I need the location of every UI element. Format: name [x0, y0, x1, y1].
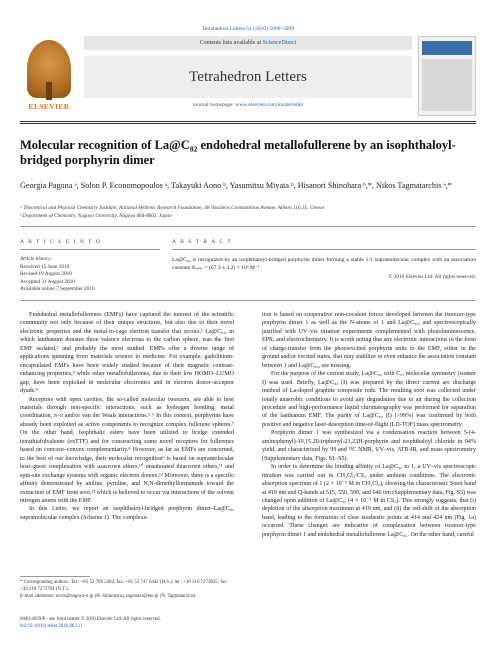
abstract-text: La@C₈₂ is recognized by an isophthaloyl-bridged porphyrin dimer forming a stable 1:1 supramolecular complex with an association constant Kₐₛₛₒ = (67.3 ± 3.2) × 10³ M⁻¹. — [172, 257, 476, 271]
contents-bar — [84, 36, 412, 50]
header-rule — [20, 121, 476, 122]
body-paragraph: Porphyrin dimer 1 was synthesized via a condensation reaction between 5-(4-aminophenyl)-10,15,20-triphenyl-21,23H-porphyrin and isophthaloyl chloride in 94% yield, and characterized by ¹H and ¹³C NMR, UV–vis, ATR-IR, and mass spectrometry (Supplementary data, Figs. S1–S5). — [262, 430, 476, 462]
body-paragraph: tion is based on cooperative non-covalent forces developed between the tweezer-type porphyrin dimer 1 as well as the N-atoms of 1 and La@C₈₂, and spectroscopically justified with UV–vis titration experiments complemented with photoluminescence, EPR, and electrochemistry. It is worth noting that any electronic interactions in the form of charge-transfer from the photoexcited porphyrin units to the EMF, either in the ground and/or excited states, that may stabilize or even enhance the association constant between 1 and La@C₈₂, are missing. — [262, 312, 476, 369]
body-paragraph: Receptors with open cavities, the so-called molecular tweezers, are able to host materials through non-specific interactions, such as hydrogen bonding, metal coordination, π–π and/or van der Waals interactions.⁵˒⁶ In this context, porphyrins have already been exploited as active components to recognize complex fullerene spheres.⁷ On the other hand, isophthalic esters have been utilized to bridge extended tetrathiafulvalenes (exTTF) and for constructing some novel receptors for fullerenes based on concave–convex complementarity.⁸ However, as far as EMFs are concerned, to the best of our knowledge, their molecular recognition⁹ is based on supramolecular host–guest complexation with azacrown ethers,¹⁰ unsaturated thiacrown ethers,¹¹ and spin-site exchange systems with organic electron donors.¹² Moreover, there is a specific affinity demonstrated by aniline, pyridine, and N,N-dimethylformamide toward the extraction of EMF from soot,¹³ which is believed to occur via interactions of the solvent nitrogen atoms with the EMF. — [20, 396, 234, 504]
history-label: Article history: — [20, 256, 53, 262]
article-title: Molecular recognition of La@C₈₂ endohedral metallofullerene by an isophthaloyl-bridged porphyrin dimer — [20, 138, 456, 167]
history-revised: Revised 19 August 2010 — [20, 271, 72, 278]
elsevier-logo[interactable] — [20, 36, 78, 116]
article-info-rule — [20, 249, 160, 250]
homepage-prefix: journal homepage: — [192, 102, 236, 108]
footnote-corresponding: * Corresponding authors. Tel.: +81 52 789 2482; fax: +81 52 747 6442 (H.S.); tel.: +30 210 7273835; fax: +30 210 7273794 (N.T.). — [20, 580, 228, 592]
masthead-center — [84, 36, 412, 116]
journal-cover-thumbnail[interactable] — [418, 36, 476, 116]
history-accepted: Accepted 31 August 2010 — [20, 278, 75, 285]
history-received: Received 15 June 2010 — [20, 263, 70, 270]
sciencedirect-link[interactable]: ScienceDirect — [262, 40, 297, 46]
footnotes — [20, 580, 234, 600]
journal-citation[interactable]: Tetrahedron Letters 51 (2010) 5896–5899 — [201, 26, 295, 32]
affiliation-b: ᵇ Department of Chemistry, Nagoya University, Nagoya 464-8602, Japan — [20, 212, 172, 219]
body-paragraph: In order to determine the binding affinity of La@C₈₂ to 1, a UV–vis spectroscopic titration was carried out in CH₂Cl₂/CS₂ under ambient conditions. The electronic absorption spectrum of 1 (2 × 10⁻⁶ M in CH₂Cl₂), showing the characteristic Soret band at 419 nm and Q-bands at 515, 550, 590, and 646 nm (Supplementary data, Fig. S3) was changed upon addition of La@C₈₂ (4 × 10⁻⁵ M in CS₂). This strongly suggests, that (i) depletion of the absorption maximum at 419 nm, and (ii) the red-shift of the absorption band, leading to the formation of clear isosbestic points at 414 and 424 nm (Fig. 1a) occurred. These changes are indicative of complexation between tweezer-type porphyrin dimer 1 and endohedral metallofullerene La@C₈₂. On the other hand, careful — [262, 464, 476, 538]
abstract-copyright: © 2010 Elsevier Ltd. All rights reserved. — [388, 274, 476, 280]
affiliation-a: ᵃ Theoretical and Physical Chemistry Institute, National Hellenic Research Foundation, 48 Vassileos Constantinou Avenue, Athens 116 35, Greece — [20, 205, 325, 211]
body-paragraph: In this Letter, we report an isophthaloyl-bridged porphyrin dimer–La@C₈₂ supramolecular complex (Scheme 1). The complexa- — [20, 506, 234, 521]
cover-body-block — [422, 59, 472, 111]
author-list: Georgia Pagona ᵃ, Solon P. Economopoulos ᵃ, Takayuki Aono ᵇ, Yasumitsu Miyata ᵇ, Hisanori Shinohara ᵇ,*, Nikos Tagmatarchis ᵃ,* — [20, 181, 452, 190]
front-matter-info — [20, 617, 234, 631]
tree-trunk-icon — [46, 82, 52, 100]
footnote-email: E-mail addresses: noris@nagoya-u.jp (H. Shinohara), tagmatar@eie.gr (N. Tagmatarchis). — [20, 593, 197, 599]
footnote-rule — [20, 576, 90, 577]
body-paragraph: For the purpose of the current study, La@C₈₂ with C₂ᵥ molecular symmetry (isomer I) was used. Briefly, La@C₈₂ (I) was prepared by the direct current arc discharge method of La-doped graphite composite rods. The resulting soot was collected under totally anaerobic conditions to avoid any degradation due to air during the collection procedure and high-performance liquid chromatography was performed for separation of the lanthanum EMF. The purity of La@C₈₂ (I) (>99%) was confirmed by both positive and negative laser-desorption time-of-flight (LD-TOF) mass spectrometry. — [262, 371, 476, 428]
homepage-link[interactable]: www.elsevier.com/locate/tetlet — [235, 102, 304, 108]
body-paragraph: Endohedral metallofullerenes (EMFs) have captured the interest of the scientific community not only because of their unique structures, but also due to their novel electronic properties and the metal-to-cage electron transfer that occurs.¹ La@C₈₂, in which lanthanum donates three valence electrons to the carbon sphere, was the first EMF isolated,² and probably the most studied. EMFs offer a diverse range of applications spanning from materials science to medicine. For example, gadolinium-encapsulated EMFs have been widely studied because of their magnetic contrast-enhancing properties,³ while other metallofullerenes, due to their low HOMO–LUMO gap, have been exploited in molecular electronics and in electron donor–acceptor dyads.⁴ — [20, 312, 234, 395]
body-column-left — [20, 311, 234, 522]
affiliations — [20, 205, 476, 220]
cover-header-block — [422, 41, 472, 55]
divider-top — [20, 226, 476, 227]
journal-homepage — [84, 102, 412, 108]
abstract-heading: A B S T R A C T — [172, 239, 233, 245]
article-history — [20, 256, 160, 294]
contents-prefix: Contents lists available at — [199, 40, 263, 46]
header-rule-thin — [20, 123, 476, 124]
body-column-right — [262, 311, 476, 539]
divider-bottom — [20, 300, 476, 301]
doi-link[interactable]: doi:10.1016/j.tetlet.2010.08.111 — [20, 623, 83, 629]
article-info-heading: A R T I C L E I N F O — [20, 239, 102, 245]
abstract-rule — [172, 249, 476, 250]
logo-text: ELSEVIER — [28, 102, 70, 111]
masthead — [20, 36, 476, 118]
journal-title: Tetrahedron Letters — [84, 56, 412, 98]
history-online: Available online 7 September 2010 — [20, 286, 95, 293]
issn-line: 0040-4039/$ - see front matter © 2010 Elsevier Ltd. All rights reserved. — [20, 617, 161, 622]
